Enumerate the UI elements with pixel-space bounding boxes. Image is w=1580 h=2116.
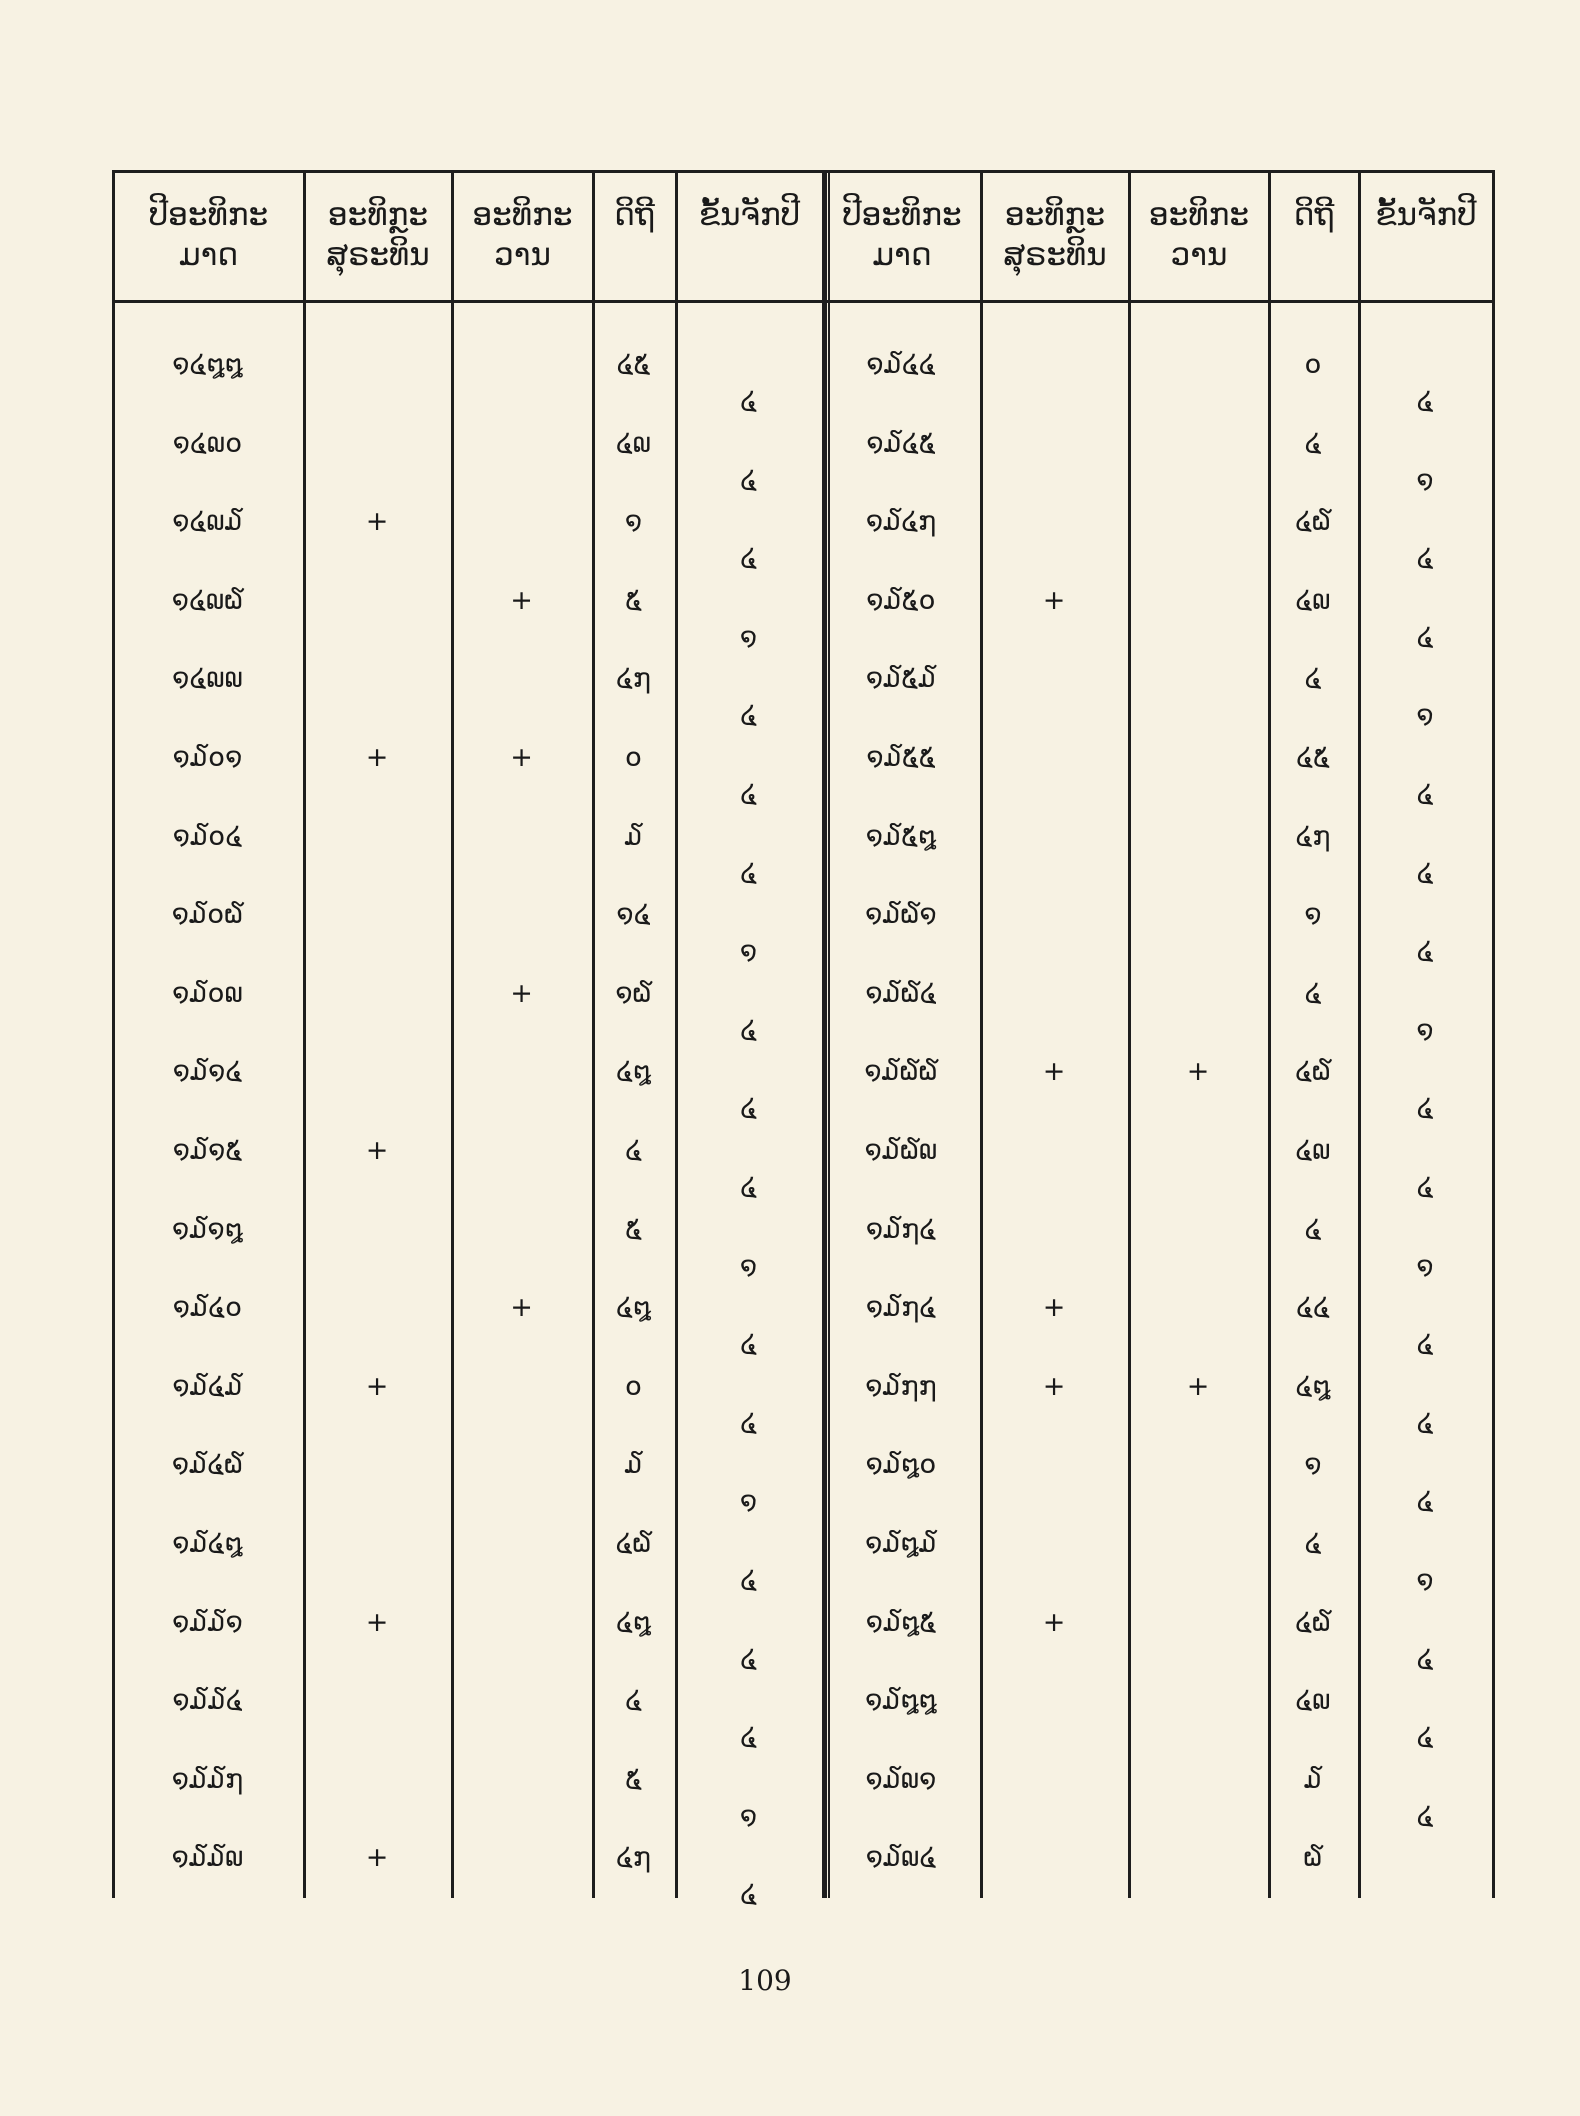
dithi-cell: ໔໘ [1295,1370,1331,1402]
column-header: ປີອະທິກະ ມາດ [148,197,269,273]
cycle-cell: ໔ [740,1172,757,1203]
cycle-cell: ໔ [1416,1800,1434,1832]
cycle-cell: ໑ [739,621,758,653]
dithi-cell: ໕ [625,584,642,616]
dithi-cell: ໔໙ [615,427,652,459]
cycle-cell: ໔ [740,1722,757,1754]
cycle-cell: ໔ [1416,543,1434,575]
dithi-cell: ໔ [625,1685,642,1717]
dithi-cell: ໑ [624,506,643,538]
wan-cell [451,1054,592,1090]
suratin-cell [980,504,1128,540]
year-cell: ໑໓໘໕ [865,1606,937,1638]
cycle-cell: ໔ [1416,1486,1434,1518]
wan-cell [1128,1683,1268,1719]
suratin-cell [980,1683,1128,1719]
year-cell: ໑໓໔໕ [866,427,936,459]
dithi-cell: ໔ [1304,1528,1322,1559]
cycle-cell: ໔ [740,1014,757,1046]
wan-cell [1128,583,1268,619]
suratin-cell [303,1683,451,1719]
year-cell: ໑໓໓໔ [172,1685,243,1717]
year-cell: ໑໓໙໔ [865,1842,937,1874]
suratin-cell [980,426,1128,462]
column-header: ປີອະທິກະ ມາດ [842,197,962,273]
wan-cell [1128,1605,1268,1641]
suratin-cell: + [1042,1056,1066,1088]
dithi-cell: ໔໙ [1295,584,1331,616]
column-rule [1492,170,1495,1898]
cycle-cell: ໑ [1416,1565,1434,1596]
suratin-cell [303,661,451,697]
cycle-cell: ໑ [1416,700,1434,732]
dithi-cell: ໔໘ [615,1292,652,1324]
suratin-cell [303,583,451,619]
wan-cell [1128,897,1268,933]
column-rule [112,170,115,1898]
cycle-cell: ໔ [1416,1329,1434,1361]
year-cell: ໑໓໖໖ [864,1056,938,1088]
cycle-cell: ໔ [1416,1093,1434,1125]
column-header: ອະທິກະ ວານ [1149,197,1249,273]
suratin-cell: + [1042,584,1066,616]
dithi-cell: ໓ [624,820,643,852]
cycle-cell: ໔ [1416,386,1434,417]
suratin-cell [303,1447,451,1483]
wan-cell [1128,661,1268,697]
column-header: ດິຖີ [614,197,655,233]
cycle-cell: ໑ [1416,464,1434,496]
wan-cell [451,347,592,383]
cycle-cell: ໔ [1416,1407,1434,1439]
year-cell: ໑໓໐໖ [171,899,244,931]
suratin-cell: + [365,1842,389,1874]
year-cell: ໑໔໙໓ [172,506,243,538]
year-cell: ໑໓໘໓ [865,1528,937,1559]
year-cell: ໑໔໙໐ [172,427,243,459]
dithi-cell: ໔໗ [1295,820,1331,852]
cycle-cell: ໔ [1416,621,1434,653]
suratin-cell: + [1042,1292,1066,1324]
wan-cell [1128,819,1268,855]
suratin-cell: + [365,1370,389,1402]
suratin-cell: + [365,506,389,538]
cycle-cell: ໔ [1416,779,1434,810]
dithi-cell: ໔໕ [616,349,651,380]
dithi-cell: ໔໖ [1295,1056,1331,1088]
wan-cell [1128,1447,1268,1483]
dithi-cell: ໔໖ [1295,1606,1331,1638]
year-cell: ໑໓໓໑ [172,1606,243,1638]
wan-cell [451,661,592,697]
cycle-cell: ໑ [739,1486,758,1518]
wan-cell [451,1369,592,1405]
cycle-cell: ໔ [740,386,757,417]
dithi-cell: ໔ [1304,977,1322,1009]
dithi-cell: ໐ [624,1370,643,1402]
wan-cell [451,1526,592,1562]
dithi-cell: ໔໗ [616,1842,651,1874]
suratin-cell [303,1054,451,1090]
cycle-cell: ໔ [740,543,757,575]
suratin-cell [980,1840,1128,1876]
wan-cell [451,897,592,933]
suratin-cell [980,1447,1128,1483]
suratin-cell [980,1526,1128,1562]
cycle-cell: ໔ [740,700,757,732]
cycle-cell: ໑ [739,936,758,968]
cycle-cell: ໔ [1416,1722,1434,1754]
suratin-cell [980,740,1128,776]
dithi-cell: ໖ [1303,1842,1323,1874]
suratin-cell: + [365,1606,389,1638]
dithi-cell: ໔ [1304,1213,1322,1245]
dithi-cell: ໐ [1304,349,1322,380]
suratin-cell [303,426,451,462]
suratin-cell [980,1133,1128,1169]
column-header: ດິຖີ [1293,197,1335,233]
year-cell: ໑໓໕໓ [865,663,937,695]
column-header: ຂັ້ນຈັກປີ [1375,197,1477,233]
dithi-cell: ໔໙ [1295,1685,1331,1717]
suratin-cell [303,1212,451,1248]
year-cell: ໑໓໙໑ [865,1763,937,1795]
suratin-cell [303,1526,451,1562]
suratin-cell [980,347,1128,383]
year-cell: ໑໓໗໔ [865,1213,937,1245]
year-cell: ໑໓໘໐ [865,1449,937,1481]
year-cell: ໑໔໙໖ [171,584,244,616]
wan-cell [1128,976,1268,1012]
suratin-cell [980,897,1128,933]
suratin-cell [980,976,1128,1012]
suratin-cell [303,819,451,855]
suratin-cell [303,976,451,1012]
column-header: ຂັ້ນຈັກປີ [698,197,801,233]
dithi-cell: ໓ [1303,1763,1323,1795]
cycle-cell: ໔ [1416,1172,1434,1203]
year-cell: ໑໓໕໕ [866,742,936,773]
suratin-cell [980,1212,1128,1248]
wan-cell [451,504,592,540]
suratin-cell: + [365,742,389,773]
year-cell: ໑໓໐໔ [172,820,243,852]
cycle-cell: ໔ [740,1407,757,1439]
dithi-cell: ໐ [624,742,643,773]
wan-cell [1128,1526,1268,1562]
cycle-cell: ໔ [740,464,757,496]
year-cell: ໑໔໘໘ [172,349,243,380]
dithi-cell: ໔໗ [616,663,651,695]
dithi-cell: ໑໔ [616,899,651,931]
wan-cell: + [510,584,533,616]
cycle-cell: ໔ [740,1329,757,1361]
wan-cell: + [510,742,533,773]
dithi-cell: ໑ [1304,1449,1322,1481]
year-cell: ໑໓໑໔ [172,1056,243,1088]
year-cell: ໑໓໐໑ [172,742,243,773]
wan-cell: + [510,977,533,1009]
wan-cell [451,426,592,462]
year-cell: ໑໓໔໓ [172,1370,243,1402]
wan-cell: + [1186,1056,1210,1088]
year-cell: ໑໓໓໙ [171,1842,244,1874]
wan-cell: + [510,1292,533,1324]
wan-cell [451,1447,592,1483]
year-cell: ໑໓໖໑ [865,899,937,931]
wan-cell [1128,504,1268,540]
cycle-cell: ໔ [740,1093,757,1125]
wan-cell [1128,347,1268,383]
cycle-cell: ໔ [1416,1643,1434,1675]
year-cell: ໑໓໐໙ [172,977,243,1009]
column-header: ອະທິກຼະ ສຸຣະທິນ [326,197,430,273]
year-cell: ໑໓໑໘ [172,1213,243,1245]
dithi-cell: ໔໖ [1295,506,1331,538]
cycle-cell: ໑ [739,1250,758,1282]
dithi-cell: ໓ [624,1449,643,1481]
dithi-cell: ໔ [1304,427,1322,459]
wan-cell [1128,1762,1268,1798]
year-cell: ໑໓໑໕ [172,1135,243,1166]
dithi-cell: ໑ [1304,899,1322,931]
suratin-cell [980,661,1128,697]
suratin-cell [303,347,451,383]
suratin-cell [303,1762,451,1798]
dithi-cell: ໕ [625,1763,642,1795]
wan-cell [1128,1212,1268,1248]
year-cell: ໑໓໗໗ [865,1370,937,1402]
wan-cell [451,1762,592,1798]
wan-cell [451,1605,592,1641]
suratin-cell [303,1290,451,1326]
wan-cell [451,1212,592,1248]
dithi-cell: ໔໖ [615,1528,652,1559]
wan-cell [451,1840,592,1876]
suratin-cell: + [1042,1606,1066,1638]
wan-cell: + [1186,1370,1210,1402]
year-cell: ໑໓໖໔ [865,977,937,1009]
wan-cell [451,1683,592,1719]
cycle-cell: ໔ [740,857,757,889]
suratin-cell [303,897,451,933]
cycle-cell: ໔ [740,779,757,810]
cycle-cell: ໑ [739,1800,758,1832]
dithi-cell: ໔໘ [615,1606,652,1638]
year-cell: ໑໓໘໘ [865,1685,937,1717]
suratin-cell [980,819,1128,855]
cycle-cell: ໑ [1416,1250,1434,1282]
dithi-cell: ໑໖ [615,977,652,1009]
dithi-cell: ໔ [625,1135,642,1166]
year-cell: ໑໔໙໙ [172,663,243,695]
year-cell: ໑໓໓໗ [171,1763,244,1795]
column-header: ອະທິກະ ວານ [472,197,573,273]
wan-cell [1128,426,1268,462]
wan-cell [1128,1290,1268,1326]
suratin-cell [980,1762,1128,1798]
dithi-cell: ໔ [1304,663,1322,695]
dithi-cell: ໔໔ [1296,1292,1330,1324]
wan-cell [1128,740,1268,776]
wan-cell [1128,1840,1268,1876]
cycle-cell: ໔ [740,1565,757,1596]
year-cell: ໑໓໔໗ [865,506,937,538]
year-cell: ໑໓໔໔ [866,349,936,380]
dithi-cell: ໔໘ [615,1056,652,1088]
year-cell: ໑໓໔໘ [172,1528,243,1559]
year-cell: ໑໓໔໖ [171,1449,244,1481]
header-rule [112,170,1495,173]
cycle-cell: ໔ [740,1643,757,1675]
year-cell: ໑໓໖໙ [864,1135,938,1166]
cycle-cell: ໑ [1416,1014,1434,1046]
suratin-cell: + [1042,1370,1066,1402]
page-number: 109 [738,1964,792,1997]
dithi-cell: ໕ [625,1213,642,1245]
dithi-cell: ໔໕ [1296,742,1330,773]
dithi-cell: ໔໙ [1295,1135,1331,1166]
header-rule [112,300,1495,303]
year-cell: ໑໓໕໘ [865,820,937,852]
wan-cell [451,1133,592,1169]
wan-cell [1128,1133,1268,1169]
year-cell: ໑໓໗໔ [865,1292,937,1324]
column-header: ອະທິກຼະ ສຸຣະທິນ [1003,197,1107,273]
cycle-cell: ໔ [1416,857,1434,889]
year-cell: ໑໓໔໐ [172,1292,243,1324]
cycle-cell: ໔ [1416,936,1434,968]
wan-cell [451,819,592,855]
suratin-cell: + [365,1135,389,1166]
year-cell: ໑໓໕໐ [866,584,936,616]
cycle-cell: ໔ [740,1879,757,1911]
